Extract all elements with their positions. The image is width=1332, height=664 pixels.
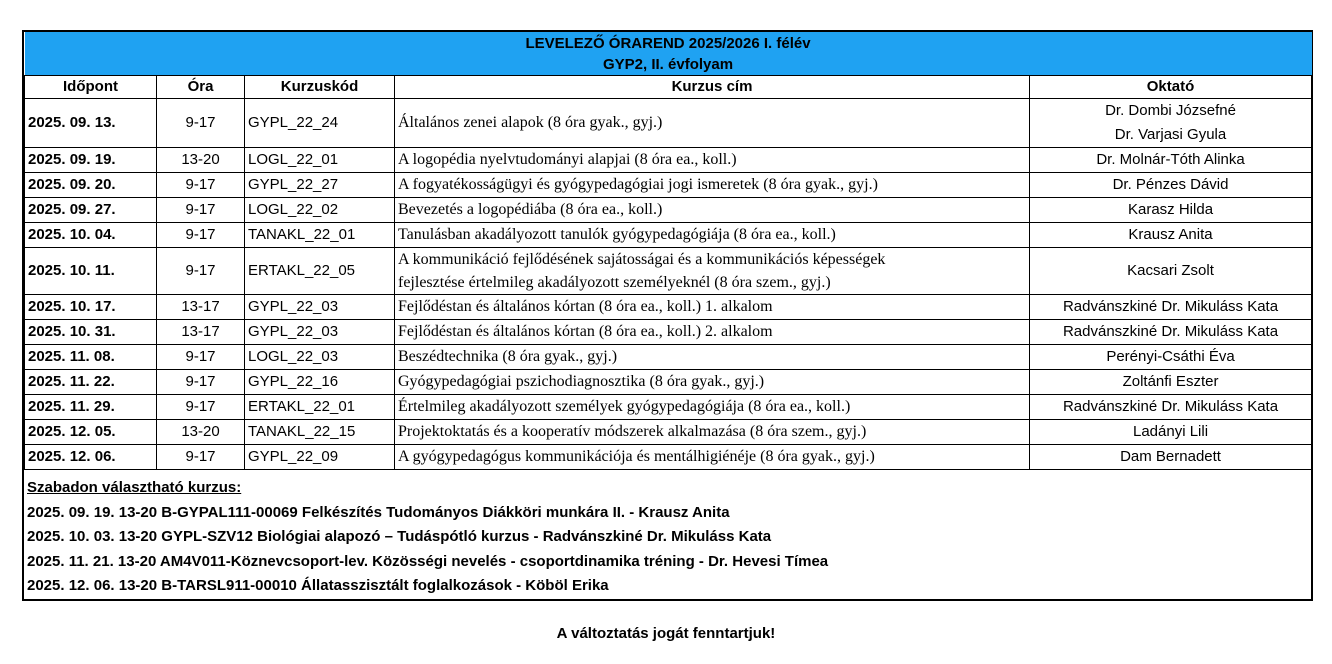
hours-cell-text: 13-17 [181, 323, 220, 340]
table-row [25, 370, 1312, 395]
course-cell [395, 295, 1030, 320]
elective-section [24, 470, 1311, 599]
date-cell [25, 99, 157, 148]
date-cell-text: 2025. 12. 06. [28, 448, 116, 465]
hours-cell-text: 9-17 [185, 398, 216, 415]
course-cell-text: Fejlődéstan és általános kórtan (8 óra ea., koll.) 2. alkalom [398, 323, 773, 340]
instructor-cell [1030, 198, 1312, 223]
date-cell [25, 148, 157, 173]
header-code: Kurzuskód [245, 76, 395, 99]
table-row [25, 173, 1312, 198]
course-cell-text: Bevezetés a logopédiába (8 óra ea., koll.) [398, 201, 663, 218]
code-cell [245, 345, 395, 370]
date-cell-text: 2025. 11. 29. [28, 398, 115, 415]
instructor-cell [1030, 345, 1312, 370]
hours-cell-text: 9-17 [185, 348, 216, 365]
schedule-title: LEVELEZŐ ÓRAREND 2025/2026 I. félév [525, 35, 811, 52]
elective-item: 2025. 11. 21. 13-20 AM4V011-Köznevcsoport-lev. Közösségi nevelés - csoportdinamika tréning - Dr. Hevesi Tímea [27, 552, 829, 570]
code-cell [245, 320, 395, 345]
schedule-subtitle: GYP2, II. évfolyam [602, 56, 734, 73]
code-cell [245, 173, 395, 198]
code-cell-text: GYPL_22_09 [248, 448, 339, 465]
instructor-cell-text: Karasz Hilda [1128, 201, 1214, 218]
course-cell [395, 248, 1030, 295]
header-hours: Óra [157, 76, 245, 99]
hours-cell [157, 173, 245, 198]
code-cell-text: TANAKL_22_01 [248, 226, 356, 243]
date-cell [25, 223, 157, 248]
instructor-cell [1030, 370, 1312, 395]
date-cell-text: 2025. 11. 22. [28, 373, 115, 390]
elective-item: 2025. 12. 06. 13-20 B-TARSL911-00010 Állatasszisztált foglalkozások - Köböl Erika [27, 577, 609, 594]
date-cell [25, 198, 157, 223]
date-cell-text: 2025. 09. 13. [28, 114, 116, 131]
hours-cell [157, 320, 245, 345]
instructor-cell-text: Ladányi Lili [1132, 423, 1209, 440]
date-cell [25, 248, 157, 295]
instructor-cell-text: Perényi-Csáthi Éva [1106, 348, 1235, 365]
course-cell-text: A logopédia nyelvtudományi alapjai (8 óra ea., koll.) [398, 151, 737, 168]
date-cell [25, 173, 157, 198]
schedule-sheet [22, 30, 1313, 601]
date-cell [25, 345, 157, 370]
code-cell [245, 445, 395, 470]
instructor-cell [1030, 320, 1312, 345]
code-cell [245, 370, 395, 395]
course-cell [395, 198, 1030, 223]
title-row [25, 32, 1312, 76]
course-cell [395, 395, 1030, 420]
course-cell [395, 370, 1030, 395]
course-cell-text: A gyógypedagógus kommunikációja és mentálhigiénéje (8 óra gyak., gyj.) [398, 448, 875, 465]
code-cell [245, 223, 395, 248]
instructor-cell [1030, 445, 1312, 470]
code-cell-text: TANAKL_22_15 [248, 423, 356, 440]
course-cell [395, 420, 1030, 445]
date-cell-text: 2025. 10. 17. [28, 298, 116, 315]
table-row [25, 345, 1312, 370]
schedule-table [24, 32, 1312, 470]
table-row [25, 248, 1312, 295]
instructor-cell [1030, 248, 1312, 295]
hours-cell-text: 9-17 [185, 226, 216, 243]
header-course: Kurzus cím [395, 76, 1030, 99]
hours-cell [157, 420, 245, 445]
date-cell-text: 2025. 09. 20. [28, 176, 116, 193]
hours-cell [157, 370, 245, 395]
hours-cell [157, 99, 245, 148]
date-cell-text: 2025. 10. 11. [28, 262, 115, 279]
hours-cell [157, 223, 245, 248]
code-cell [245, 395, 395, 420]
course-cell-text: Értelmileg akadályozott személyek gyógypedagógiája (8 óra ea., koll.) [398, 398, 851, 415]
date-cell [25, 320, 157, 345]
course-cell [395, 320, 1030, 345]
table-row [25, 445, 1312, 470]
course-cell-text-2: fejlesztése értelmileg akadályozott személyeknél (8 óra szem., gyj.) [398, 274, 831, 291]
date-cell [25, 420, 157, 445]
code-cell-text: GYPL_22_16 [248, 373, 339, 390]
date-cell [25, 395, 157, 420]
code-cell [245, 420, 395, 445]
hours-cell [157, 198, 245, 223]
code-cell-text: GYPL_22_24 [248, 114, 339, 131]
course-cell [395, 223, 1030, 248]
course-cell [395, 148, 1030, 173]
course-cell-text: A fogyatékosságügyi és gyógypedagógiai jogi ismeretek (8 óra gyak., gyj.) [398, 176, 878, 193]
hours-cell [157, 345, 245, 370]
instructor-cell-text-2: Dr. Varjasi Gyula [1114, 126, 1227, 143]
table-row [25, 223, 1312, 248]
hours-cell [157, 445, 245, 470]
course-cell-text: Gyógypedagógiai pszichodiagnosztika (8 óra gyak., gyj.) [398, 373, 765, 390]
table-row [25, 295, 1312, 320]
instructor-cell [1030, 173, 1312, 198]
date-cell-text: 2025. 11. 08. [28, 348, 115, 365]
hours-cell-text: 9-17 [185, 176, 216, 193]
date-cell-text: 2025. 09. 27. [28, 201, 116, 218]
code-cell [245, 99, 395, 148]
hours-cell-text: 9-17 [185, 448, 216, 465]
code-cell-text: GYPL_22_03 [248, 323, 339, 340]
course-cell-text: Tanulásban akadályozott tanulók gyógypedagógiája (8 óra ea., koll.) [398, 226, 836, 243]
title-cell [25, 32, 1312, 76]
elective-item: 2025. 09. 19. 13-20 B-GYPAL111-00069 Felkészítés Tudományos Diákköri munkára II. - Krausz Anita [27, 503, 730, 521]
date-cell-text: 2025. 10. 04. [28, 226, 116, 243]
table-row [25, 99, 1312, 148]
hours-cell-text: 9-17 [185, 201, 216, 218]
footer-note: A változtatás jogát fenntartjuk! [556, 625, 776, 642]
instructor-cell [1030, 148, 1312, 173]
hours-cell [157, 395, 245, 420]
code-cell [245, 295, 395, 320]
header-instructor: Oktató [1030, 76, 1312, 99]
course-cell [395, 345, 1030, 370]
instructor-cell-text: Zoltánfi Eszter [1122, 373, 1219, 390]
instructor-cell-text: Radvánszkiné Dr. Mikuláss Kata [1062, 323, 1279, 340]
course-cell-text: Projektoktatás és a kooperatív módszerek alkalmazása (8 óra szem., gyj.) [398, 423, 867, 440]
instructor-cell [1030, 395, 1312, 420]
course-cell-text: Beszédtechnika (8 óra gyak., gyj.) [398, 348, 618, 365]
date-cell [25, 295, 157, 320]
code-cell-text: GYPL_22_03 [248, 298, 339, 315]
course-cell [395, 445, 1030, 470]
instructor-cell-text: Dr. Molnár-Tóth Alinka [1096, 151, 1245, 168]
hours-cell [157, 148, 245, 173]
course-cell [395, 173, 1030, 198]
instructor-cell-text: Dam Bernadett [1120, 448, 1221, 465]
elective-list [27, 501, 1311, 599]
code-cell-text: LOGL_22_02 [248, 201, 339, 218]
instructor-cell-text: Dr. Pénzes Dávid [1112, 176, 1229, 193]
code-cell-text: LOGL_22_01 [248, 151, 339, 168]
code-cell [245, 198, 395, 223]
course-cell-text: Általános zenei alapok (8 óra gyak., gyj.) [398, 114, 663, 131]
instructor-cell [1030, 99, 1312, 148]
elective-item: 2025. 10. 03. 13-20 GYPL-SZV12 Biológiai alapozó – Tudáspótló kurzus - Radvánszkiné Dr. Mikuláss Kata [27, 528, 772, 545]
instructor-cell [1030, 420, 1312, 445]
code-cell [245, 248, 395, 295]
code-cell-text: ERTAKL_22_05 [248, 262, 356, 279]
instructor-cell-text: Dr. Dombi Józsefné [1105, 102, 1236, 119]
date-cell [25, 370, 157, 395]
hours-cell-text: 13-20 [181, 423, 220, 440]
course-cell [395, 99, 1030, 148]
instructor-cell-text: Radvánszkiné Dr. Mikuláss Kata [1062, 298, 1279, 315]
date-cell-text: 2025. 10. 31. [28, 323, 116, 340]
date-cell-text: 2025. 12. 05. [28, 423, 116, 440]
schedule-rows [25, 99, 1312, 470]
table-row [25, 420, 1312, 445]
code-cell-text: GYPL_22_27 [248, 176, 339, 193]
instructor-cell-text: Krausz Anita [1128, 226, 1213, 243]
course-cell-text: A kommunikáció fejlődésének sajátosságai és a kommunikációs képességek [398, 251, 886, 268]
date-cell-text: 2025. 09. 19. [28, 151, 116, 168]
course-cell-text: Fejlődéstan és általános kórtan (8 óra ea., koll.) 1. alkalom [398, 298, 773, 315]
elective-heading: Szabadon választható kurzus: [27, 479, 242, 496]
table-row [25, 148, 1312, 173]
header-date: Időpont [25, 76, 157, 99]
instructor-cell [1030, 295, 1312, 320]
hours-cell-text: 13-20 [181, 151, 220, 168]
instructor-cell [1030, 223, 1312, 248]
table-row [25, 198, 1312, 223]
table-row [25, 320, 1312, 345]
code-cell [245, 148, 395, 173]
hours-cell-text: 13-17 [181, 298, 220, 315]
hours-cell [157, 248, 245, 295]
header-row [25, 76, 1312, 99]
date-cell [25, 445, 157, 470]
hours-cell-text: 9-17 [185, 373, 216, 390]
code-cell-text: ERTAKL_22_01 [248, 398, 356, 415]
table-row [25, 395, 1312, 420]
hours-cell [157, 295, 245, 320]
instructor-cell-text: Kacsari Zsolt [1127, 262, 1214, 279]
instructor-cell-text: Radvánszkiné Dr. Mikuláss Kata [1062, 398, 1279, 415]
hours-cell-text: 9-17 [185, 262, 216, 279]
code-cell-text: LOGL_22_03 [248, 348, 339, 365]
hours-cell-text: 9-17 [185, 114, 216, 131]
